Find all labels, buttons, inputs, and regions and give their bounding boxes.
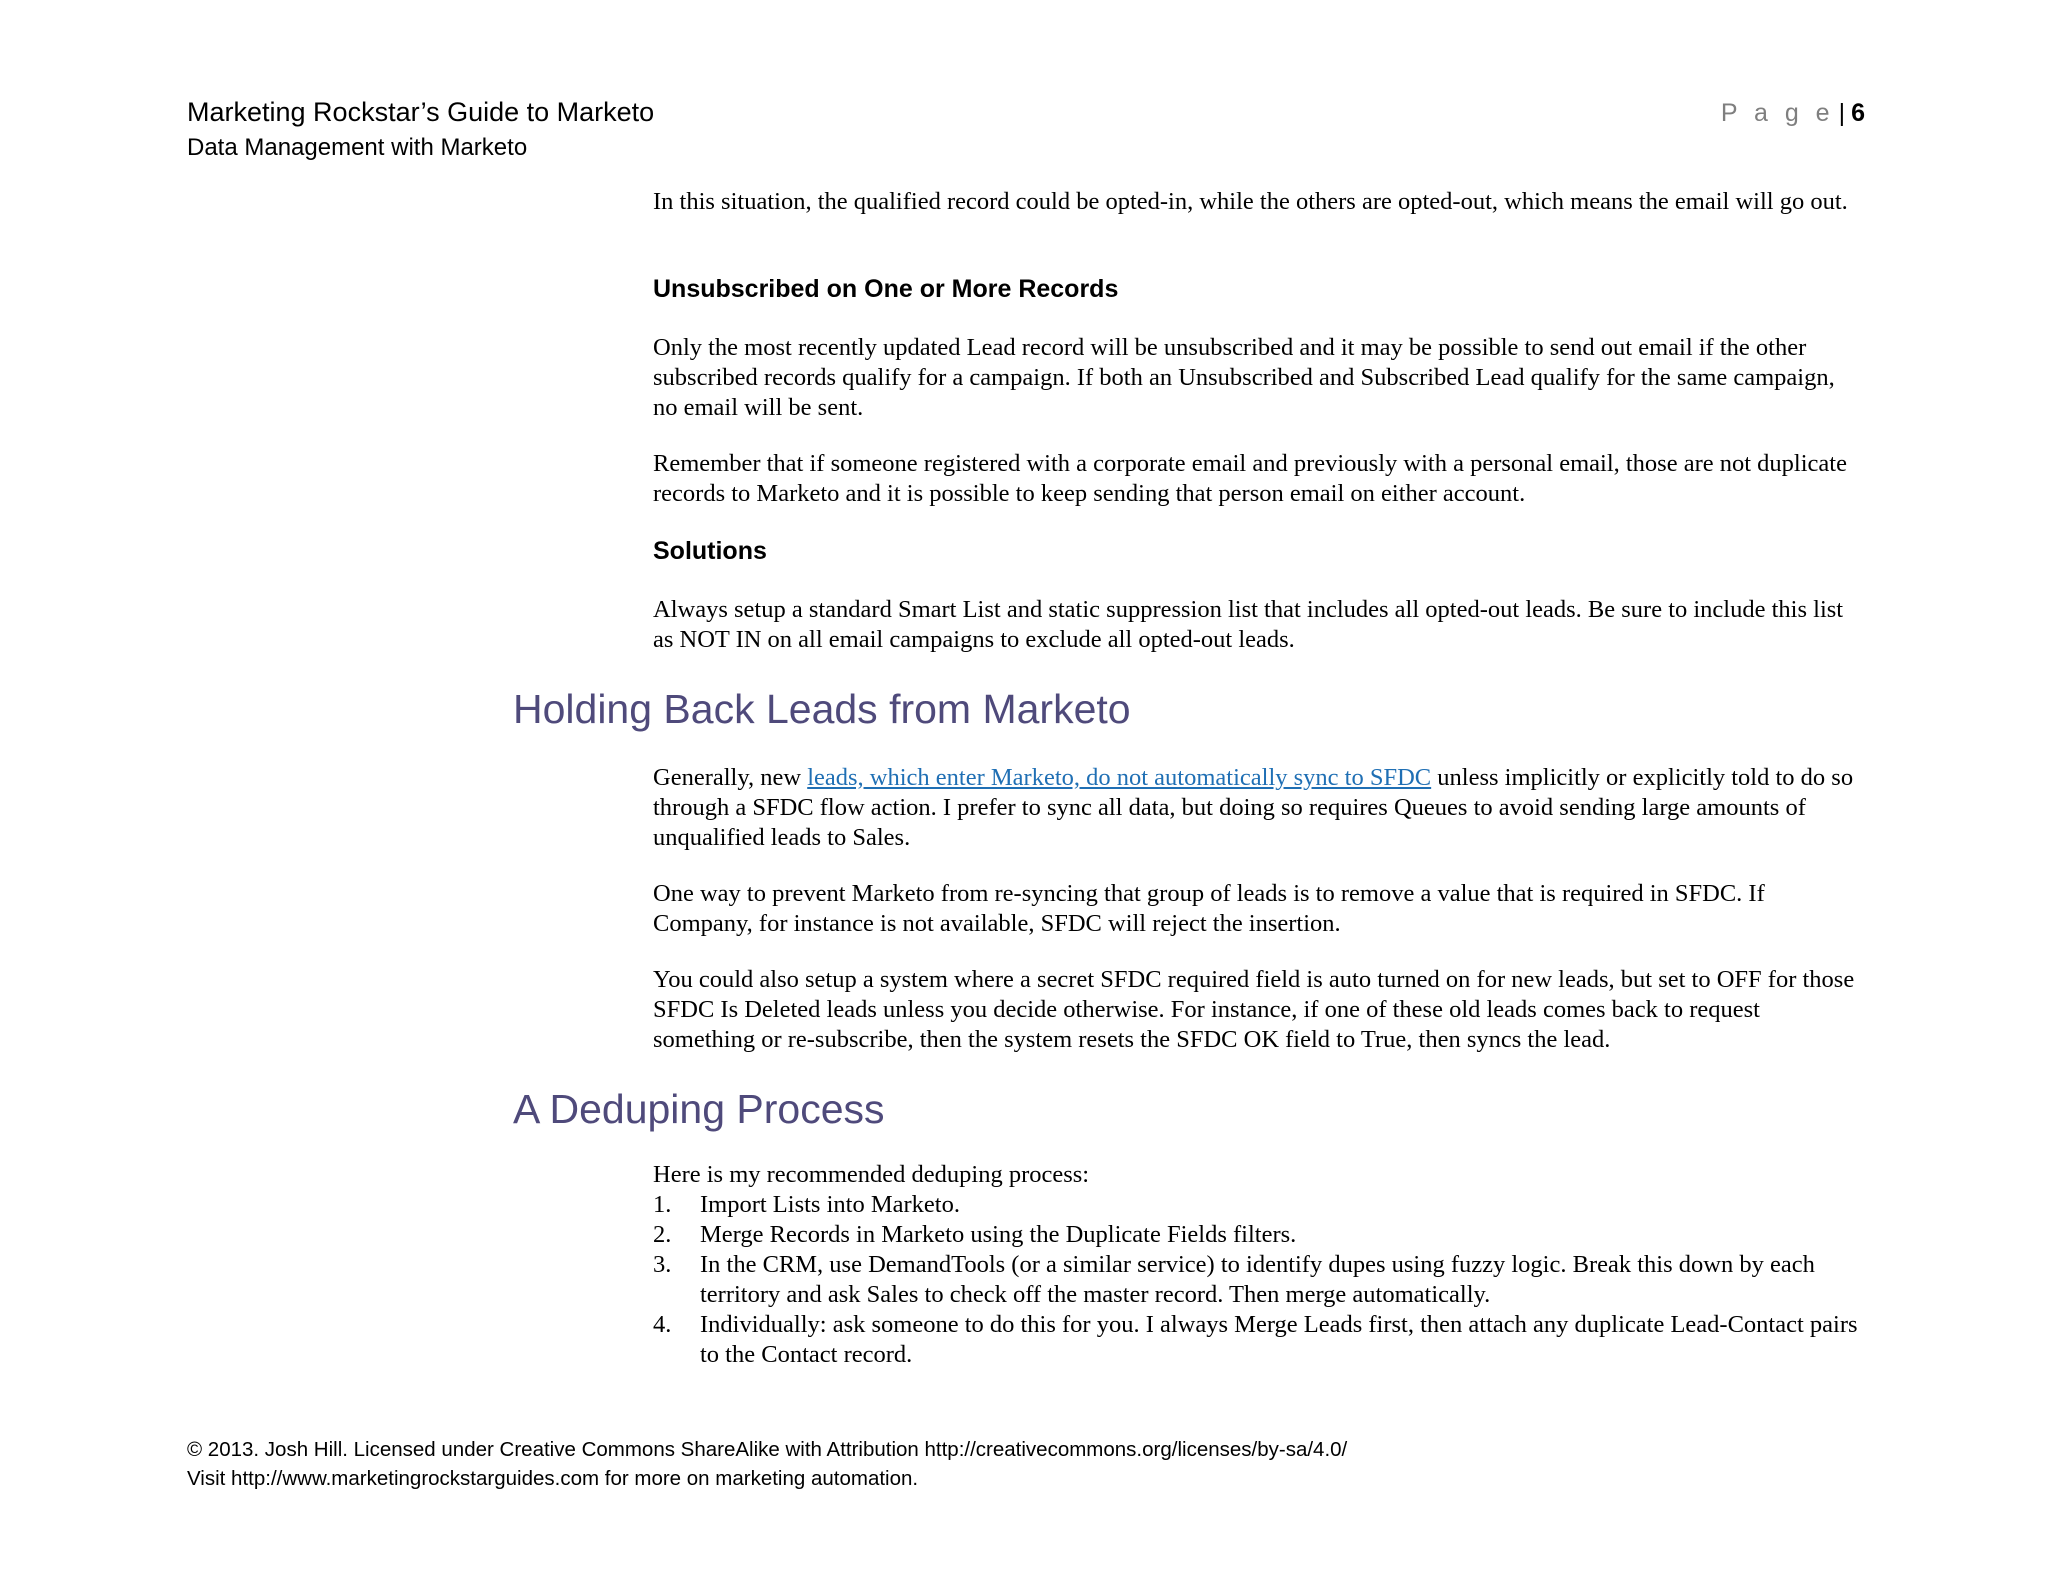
document-title: Marketing Rockstar’s Guide to Marketo — [187, 97, 655, 127]
paragraph-text-before-link: Generally, new — [653, 764, 808, 791]
page-word: P a g e — [1720, 99, 1835, 127]
step-text: Individually: ask someone to do this for you. I always Merge Leads first, then attach any duplicate Lead-Contact pairs to the Contact record. — [700, 1311, 1858, 1368]
list-item — [653, 1250, 1865, 1310]
intro-paragraph: In this situation, the qualified record could be opted-in, while the others are opted-out, which means the email will go out. — [653, 188, 1848, 215]
step-text: Import Lists into Marketo. — [700, 1191, 960, 1218]
step-number: 4. — [653, 1311, 672, 1338]
deduping-steps-list — [653, 1190, 1865, 1370]
holding-back-heading: Holding Back Leads from Marketo — [513, 686, 1131, 732]
step-number: 1. — [653, 1191, 672, 1218]
page-indicator — [1721, 97, 1865, 129]
list-item — [653, 1310, 1865, 1370]
deduping-intro: Here is my recommended deduping process: — [653, 1161, 1090, 1188]
step-text: In the CRM, use DemandTools (or a similar service) to identify dupes using fuzzy logic. Break this down by each territory and ask Sales to check off the master record. Then merge automatically. — [700, 1251, 1815, 1308]
list-item — [653, 1190, 1865, 1220]
step-text: Merge Records in Marketo using the Duplicate Fields filters. — [700, 1221, 1297, 1248]
deduping-heading: A Deduping Process — [513, 1086, 885, 1132]
holding-back-paragraph-3: You could also setup a system where a secret SFDC required field is auto turned on for new leads, but set to OFF for those SFDC Is Deleted leads unless you decide otherwise. For instance, if one of these old leads comes back to request something or re-subscribe, then the system resets the SFDC OK field to True, then syncs the lead. — [653, 966, 1855, 1053]
solutions-paragraph: Always setup a standard Smart List and static suppression list that includes all opted-out leads. Be sure to include this list as NOT IN on all email campaigns to exclude all opted-out leads. — [653, 596, 1844, 653]
holding-back-paragraph-1 — [653, 763, 1865, 853]
sync-to-sfdc-link[interactable]: leads, which enter Marketo, do not automatically sync to SFDC — [807, 764, 1432, 791]
document-subtitle: Data Management with Marketo — [187, 134, 528, 161]
page-number: 6 — [1851, 99, 1865, 127]
solutions-heading: Solutions — [653, 537, 767, 565]
holding-back-paragraph-2: One way to prevent Marketo from re-syncing that group of leads is to remove a value that is required in SFDC. If Company, for instance is not available, SFDC will reject the insertion. — [653, 880, 1765, 937]
page-separator: | — [1838, 99, 1846, 127]
footer-license: © 2013. Josh Hill. Licensed under Creative Commons ShareAlike with Attribution http://creativecommons.org/licenses/by-sa/4.0/ — [187, 1438, 1348, 1461]
list-item — [653, 1220, 1865, 1250]
unsubscribed-paragraph-1: Only the most recently updated Lead record will be unsubscribed and it may be possible to send out email if the other subscribed records qualify for a campaign. If both an Unsubscribed and Subscribed Lead qualify for the same campaign, no email will be sent. — [653, 334, 1835, 421]
paragraph-text-after-link: unless implicitly or explicitly told to do so through a SFDC flow action. I prefer to sync all data, but doing so requires Queues to avoid sending large amounts of unqualified leads to Sales. — [653, 764, 1854, 851]
unsubscribed-paragraph-2: Remember that if someone registered with a corporate email and previously with a personal email, those are not duplicate records to Marketo and it is possible to keep sending that person email on either account. — [653, 450, 1847, 507]
step-number: 3. — [653, 1251, 672, 1278]
step-number: 2. — [653, 1221, 672, 1248]
unsubscribed-heading: Unsubscribed on One or More Records — [653, 275, 1119, 303]
footer-visit: Visit http://www.marketingrockstarguides.com for more on marketing automation. — [187, 1467, 919, 1490]
